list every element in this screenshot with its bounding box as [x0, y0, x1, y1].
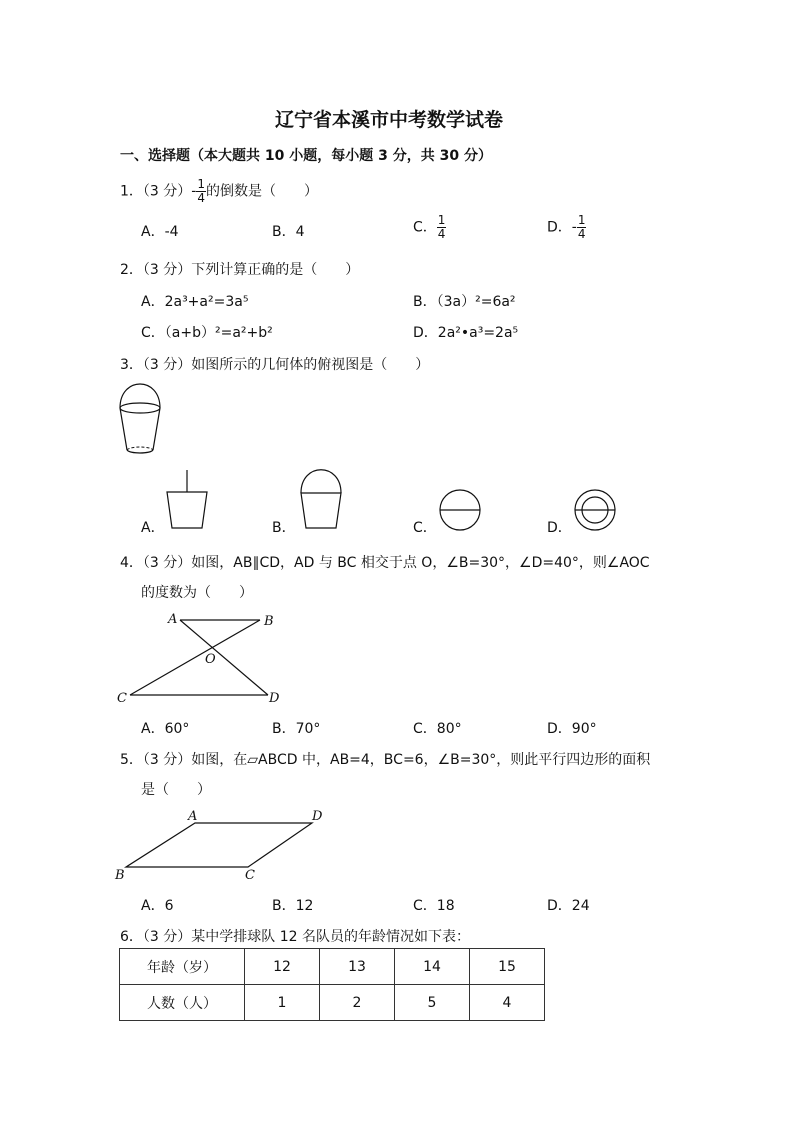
option-value: 80° [436, 721, 462, 737]
age-table [119, 948, 545, 1021]
option-a[interactable] [141, 221, 179, 241]
question-number: 6． [120, 929, 143, 945]
section-heading: 一、选择题（本大题共 10 小题，每小题 3 分，共 30 分） [120, 148, 492, 164]
question-number: 5． [120, 752, 143, 768]
question-1 [120, 178, 318, 205]
option-value: （a+b）²=a²+b² [164, 325, 273, 341]
option-label: D． [547, 721, 572, 737]
option-label: A． [141, 721, 165, 737]
option-c[interactable] [413, 517, 437, 537]
fraction [437, 214, 447, 241]
question-text: （3 分）下列计算正确的是（ ） [142, 262, 360, 278]
option-b[interactable] [272, 895, 313, 915]
option-d[interactable] [547, 718, 597, 738]
option-d[interactable] [547, 214, 586, 241]
bucket-solid-figure [112, 380, 170, 456]
fraction-denominator: 4 [577, 227, 586, 241]
option-label: B． [272, 224, 296, 240]
option-label: C． [413, 721, 437, 737]
table-cell: 13 [320, 949, 395, 985]
table-header-cell: 年龄（岁） [120, 949, 245, 985]
parallelogram-figure [112, 805, 332, 883]
option-a[interactable] [141, 291, 248, 311]
option-value: 2a³+a²=3a⁵ [164, 294, 249, 310]
option-label: A． [141, 898, 165, 914]
question-text: （3 分）如图所示的几何体的俯视图是（ ） [142, 357, 430, 373]
point-label-a: A [168, 612, 178, 627]
option-b-view-figure [298, 468, 344, 530]
option-c[interactable] [413, 718, 462, 738]
option-label: B． [272, 898, 296, 914]
option-c[interactable] [413, 214, 446, 241]
page-title: 辽宁省本溪市中考数学试卷 [275, 109, 504, 131]
table-row [120, 985, 545, 1021]
question-6 [120, 926, 470, 946]
option-label: B． [272, 520, 296, 536]
question-5-continuation: 是（ ） [141, 782, 211, 798]
point-label-c: C [117, 691, 127, 706]
question-number: 3． [120, 357, 143, 373]
option-value: 12 [295, 898, 314, 914]
option-label: D． [547, 898, 572, 914]
question-text: （3 分）某中学排球队 12 名队员的年龄情况如下表： [142, 929, 470, 945]
table-cell: 15 [470, 949, 545, 985]
option-label: C． [141, 325, 165, 341]
option-value: 4 [295, 224, 305, 240]
option-a[interactable] [141, 895, 174, 915]
question-text: （3 分）如图，AB∥CD，AD 与 BC 相交于点 O，∠B=30°，∠D=40°，则∠AOC [142, 555, 650, 571]
option-label: C． [413, 520, 437, 536]
fraction [196, 178, 206, 205]
point-label-a: A [188, 809, 198, 824]
option-label: D． [547, 520, 572, 536]
point-label-c: C [245, 868, 255, 883]
option-d[interactable] [413, 322, 518, 342]
option-label: A． [141, 520, 165, 536]
option-label: B． [272, 721, 296, 737]
fraction-denominator: 4 [197, 191, 205, 205]
option-value: 24 [571, 898, 590, 914]
option-a[interactable] [141, 718, 189, 738]
minus-sign: - [191, 183, 197, 200]
point-label-b: B [115, 868, 125, 883]
option-c-view-figure [437, 488, 483, 532]
option-label: A． [141, 294, 165, 310]
option-value: 60° [164, 721, 190, 737]
point-label-d: D [269, 691, 280, 706]
fraction-denominator: 4 [437, 227, 446, 241]
option-value: 70° [295, 721, 321, 737]
option-label: B． [413, 294, 437, 310]
option-label: D． [413, 325, 438, 341]
option-b[interactable] [413, 291, 516, 311]
question-4 [120, 552, 650, 572]
table-cell: 12 [245, 949, 320, 985]
question-2 [120, 259, 359, 279]
question-5 [120, 749, 650, 769]
option-value: （3a）²=6a² [436, 294, 516, 310]
option-label: D． [547, 219, 572, 236]
fraction-numerator: 1 [577, 213, 586, 227]
table-cell: 14 [395, 949, 470, 985]
fraction [577, 214, 587, 241]
question-text: 的倒数是（ ） [205, 183, 318, 200]
table-cell: 2 [320, 985, 395, 1021]
option-d[interactable] [547, 517, 572, 537]
fraction-numerator: 1 [437, 213, 446, 227]
question-4-continuation: 的度数为（ ） [141, 585, 253, 601]
question-3 [120, 354, 429, 374]
table-cell: 5 [395, 985, 470, 1021]
table-cell: 4 [470, 985, 545, 1021]
option-value: 90° [571, 721, 597, 737]
segment-ad [180, 620, 268, 695]
option-label: C． [413, 219, 437, 236]
option-a-view-figure [162, 468, 212, 530]
option-d[interactable] [547, 895, 590, 915]
table-row [120, 949, 545, 985]
option-b[interactable] [272, 517, 296, 537]
option-c[interactable] [413, 895, 455, 915]
fraction-numerator: 1 [197, 177, 205, 191]
option-value: -4 [164, 224, 179, 240]
option-b[interactable] [272, 221, 305, 241]
point-label-o: O [205, 652, 216, 667]
point-label-b: B [264, 614, 274, 629]
question-score: （3 分） [142, 183, 192, 200]
option-value: 18 [436, 898, 455, 914]
option-label: C． [413, 898, 437, 914]
question-number: 2． [120, 262, 143, 278]
table-header-cell: 人数（人） [120, 985, 245, 1021]
table-cell: 1 [245, 985, 320, 1021]
point-label-d: D [312, 809, 323, 824]
question-number: 4． [120, 555, 143, 571]
option-label: A． [141, 224, 165, 240]
option-value: 6 [164, 898, 174, 914]
question-text: （3 分）如图，在▱ABCD 中，AB=4，BC=6，∠B=30°，则此平行四边形的面积 [142, 752, 651, 768]
option-value: 2a²•a³=2a⁵ [437, 325, 519, 341]
minus-sign: - [571, 219, 577, 236]
option-d-view-figure [572, 488, 618, 532]
parallel-lines-figure [112, 608, 292, 708]
option-c[interactable] [141, 322, 273, 342]
option-b[interactable] [272, 718, 320, 738]
question-number: 1． [120, 183, 143, 200]
segment-cb [130, 620, 260, 695]
